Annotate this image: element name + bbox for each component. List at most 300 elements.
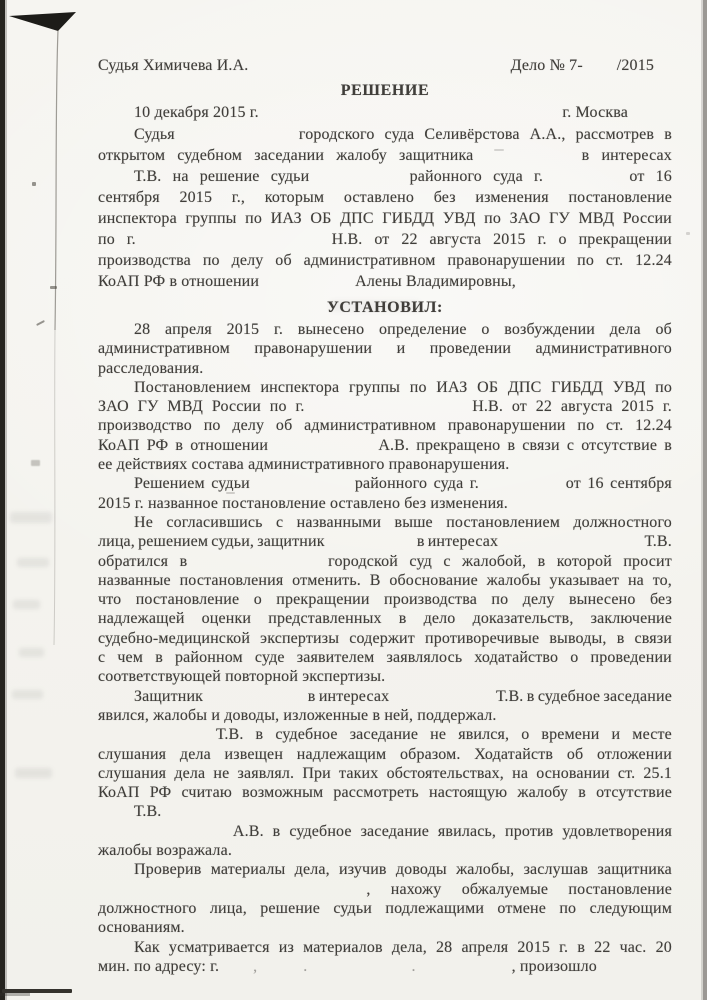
word: материалов [303,938,383,956]
body-line [98,648,672,667]
word: 12.24 [635,417,672,435]
text-run: мин. по адресу: г. [98,957,220,975]
word: группы [348,378,401,396]
word: г. [662,398,672,416]
document-content [98,55,672,976]
word: заявлял. [237,764,295,782]
word: противоречивые [425,629,540,647]
text-run: КоАП РФ в отношении [98,273,260,290]
word: судебное [289,822,352,840]
word: доводы [395,861,447,879]
word: надлежащей [98,610,185,628]
word: по [245,210,263,227]
body-line [98,590,672,609]
word: дела [179,745,211,763]
word: судьи [333,899,373,917]
word: 28 [134,321,151,338]
word: заявителем [296,649,375,667]
word: административном [303,252,436,269]
word: А.В. [232,822,264,840]
word: слушания [98,745,167,763]
body-line [98,320,672,339]
word: суда [433,475,464,493]
word: извещен [224,745,284,763]
word: по [98,231,115,248]
word: в [155,649,163,667]
word: дела [609,321,641,338]
word: заявлялось [386,649,463,667]
word: ГУ [549,210,570,227]
body-line [98,416,672,435]
body-line [98,687,672,706]
body-line [98,552,672,571]
word: жалобу [336,147,387,164]
word: о [253,591,262,609]
word: Т.В. [216,726,244,744]
word: обстоятельствах, [386,764,504,782]
word: определение [379,321,467,338]
word: отношении [190,436,269,454]
text-run: /2015 [616,57,654,74]
word: А.В. [378,436,410,454]
word: ДПС [340,210,374,227]
word: об [655,321,672,338]
word: дела, [294,861,330,879]
word: которой [556,552,612,570]
word: названными [296,513,382,531]
word: августа [560,398,613,416]
word: ОБ [477,378,499,396]
word: согласившись [166,513,263,531]
word: делу [231,252,264,269]
word: Ходатайств [474,745,554,763]
word: нахожу [390,880,442,898]
word: 20 [655,938,672,956]
word: 2015 [621,398,655,416]
word: интересах [427,533,499,551]
word: апреля [461,938,509,956]
word: в [664,126,672,143]
word: суд [409,552,432,570]
body-line [98,918,672,937]
word: от [511,398,527,416]
word: заслушав [523,861,589,879]
word: ст. [617,764,636,782]
word: доказательств, [472,610,574,628]
pencil-x-artifact [31,460,40,466]
word: жалобу [517,784,569,802]
text-run: 10 декабря 2015 г. [134,104,259,121]
word: августа [429,231,482,248]
word: В [369,571,381,589]
word: настоящую [428,784,508,802]
word: лица, [98,533,135,551]
word: МВД [578,210,615,227]
word: Решением [134,475,205,493]
body-line [98,725,672,744]
word: по [655,378,672,396]
word: производства [384,591,477,609]
body-line [98,880,672,899]
word: РФ [149,784,172,802]
text-run: расследования. [98,359,204,377]
text-run: , [253,957,258,975]
word: основании [536,764,610,782]
word: производства [98,252,191,269]
word: которым [264,189,325,206]
word: Не [134,513,153,531]
word: в [272,822,281,840]
word: против [505,822,554,840]
word: г. [126,231,136,248]
resolution-heading [98,298,672,318]
word: по [202,252,220,269]
word: оставлено [343,189,414,206]
body-line [98,229,672,250]
word: то, [652,571,672,589]
body-line [98,802,672,821]
word: Селивёрстова [424,126,520,143]
body-line [98,145,672,166]
word: ст. [605,252,624,269]
word: г. [534,168,544,185]
word: административном [304,417,437,435]
word: выше [394,513,433,531]
body-line [98,455,672,474]
word: просит [623,552,672,570]
word: ЗАО [98,398,129,416]
word: считаю [181,784,232,802]
word: жалобой, [462,552,527,570]
word: в [526,687,535,705]
word: правонарушении [447,252,566,269]
word: г., [231,189,246,206]
word: на [172,168,189,185]
word: возбуждении [504,321,596,338]
word: ДПС [507,378,542,396]
text-run: соответствующей повторной экспертизы. [98,668,386,686]
body-line [98,532,672,551]
word: указывает [549,571,620,589]
word: в [581,147,590,164]
body-line [98,378,672,397]
ink-dot-artifact [686,232,690,235]
bleedthrough-smudge [19,648,44,657]
word: ГУ [137,398,159,416]
word: отмене [497,899,546,917]
word: защитник [257,533,325,551]
body-line [98,166,672,187]
word: и [611,726,621,744]
word: решением [138,533,209,551]
word: 22 [401,231,418,248]
word: оценки [201,610,252,628]
word: обратился [98,552,169,570]
word: делу [232,417,265,435]
word: дела [174,764,206,782]
text-run: . [411,957,416,975]
word: Постановлением [134,378,251,396]
word: прекращении [276,591,370,609]
word: Н.В. [472,398,504,416]
word: городского [298,126,375,143]
body-line [98,187,672,208]
word: образом. [400,745,461,763]
body-line [98,250,672,271]
word: должностного [98,899,197,917]
word: жалобы, [456,861,515,879]
scan-edge-left [0,0,5,1000]
word: суде [254,649,285,667]
word: удовлетворения [562,822,672,840]
word: России [211,398,261,416]
word: постановление [568,189,672,206]
text-run: РЕШЕНИЕ [340,82,430,99]
word: производство [98,417,192,435]
word: 2015 [517,938,551,956]
word: в [507,436,516,454]
word: правонарушении [447,417,566,435]
word: с [443,552,451,570]
word: усматривается [168,938,270,956]
word: проведении [429,340,512,358]
word: в [616,629,625,647]
body-line [98,271,672,292]
word: выводы, [549,629,607,647]
word: ходатайство [474,649,559,667]
word: времени [541,726,600,744]
word: районного [354,475,428,493]
word: районного [409,168,482,185]
split-right [562,102,628,124]
body-line [98,764,672,783]
word: экспертизы [260,629,340,647]
body-line [98,667,672,686]
body-line [98,629,672,648]
word: чем [117,649,144,667]
document-title [98,80,672,102]
word: суда [493,168,523,185]
word: заседание [349,726,419,744]
word: административном [98,340,230,358]
word: судьи, [211,533,255,551]
word: заседании [254,147,325,164]
word: судьи [211,475,250,493]
date-place-line [98,102,672,124]
word: изучив [339,861,387,879]
split-left [98,55,248,77]
body-line [98,841,672,860]
case-header-line [98,55,672,77]
word: о [481,321,490,338]
word: судебном [177,147,243,164]
word: интересах [601,147,672,164]
word: отложении [596,745,672,763]
word: проведении [590,649,672,667]
text-run: УСТАНОВИЛ: [327,299,443,316]
word: сентября [98,189,160,206]
word: из [278,938,294,956]
word: на [512,764,529,782]
text-run: 2015 г. названное постановление оставлено без изменения. [98,494,508,512]
word: в [578,784,586,802]
word: г. [273,321,283,338]
word: решение [260,899,321,917]
word: что [98,591,122,609]
bleedthrough-smudge [17,558,49,567]
word: делу [522,591,555,609]
text-run: Дело № 7- [510,57,583,74]
word: 12.24 [635,252,672,269]
word: постановление [135,591,240,609]
word: апреля [165,321,212,338]
word: от [374,231,390,248]
word: в [416,533,425,551]
word: суда [384,126,415,143]
word: по [491,591,509,609]
word: надлежащим [296,745,387,763]
body-line [98,957,672,976]
word: 25.1 [643,764,672,782]
text-run: основаниям. [98,919,185,937]
word: заключение [590,610,672,628]
word: КоАП [98,436,140,454]
word: Судья [134,126,175,143]
word: 22 [535,398,553,416]
text-run: ее действиях состава административного правонарушения. [98,456,510,474]
word: таких [339,764,379,782]
word: отменить. [292,571,361,589]
word: постановление [568,880,672,898]
word: явилась, [437,822,497,840]
pencil-dot-artifact [32,182,36,186]
word: сентября [610,475,672,493]
word: РФ [146,436,169,454]
text-run: . [303,957,308,975]
scan-edge-right [703,0,707,1000]
word: Защитник [134,687,204,705]
word: административного [535,340,672,358]
word: г. [469,475,479,493]
word: о [570,649,579,667]
word: рассмотреть [333,784,419,802]
split-right [511,55,654,77]
body-line [98,745,672,764]
word: вынесено [568,591,636,609]
word: г. [537,231,547,248]
text-run: Т.В. [134,803,162,821]
word: ОБ [310,210,332,227]
body-line [98,397,672,416]
word: 2015 [226,321,260,338]
word: в [398,610,407,628]
word: слушания [98,764,167,782]
word: ИАЗ [270,210,302,227]
word: судебное [537,687,601,705]
body-line [98,938,672,957]
word: ЗАО [509,210,541,227]
text-run: жалобы возражала. [98,842,232,860]
word: месте [632,726,672,744]
word: о [521,726,530,744]
body-line [98,494,672,513]
word: 16 [587,475,604,493]
word: по [577,252,595,269]
word: на [627,571,644,589]
word: в [537,552,546,570]
word: связи [634,629,672,647]
pencil-slash-artifact [36,320,45,326]
bottom-scan-artifact [2,989,72,993]
body-line [98,359,672,378]
word: 22 [594,938,611,956]
word: защитника [399,147,474,164]
word: правонарушении [254,340,373,358]
body-line [98,208,672,229]
word: отсутствие [596,784,672,802]
word: по [203,417,221,435]
word: об [275,417,293,435]
word: обоснование [389,571,478,589]
word: прекращении [578,231,672,248]
body-line [98,706,672,725]
word: При [302,764,331,782]
word: в [255,726,264,744]
word: по [269,398,287,416]
word: явился, [458,726,510,744]
word: в [577,938,586,956]
word: лица, [209,899,247,917]
word: Т.В. [644,533,672,551]
word: городской [328,552,398,570]
word: по [409,378,427,396]
word: представленных [268,610,382,628]
word: жалобы [486,571,541,589]
word: возможным [242,784,324,802]
word: А.А., [529,126,566,143]
bleedthrough-smudge [13,600,40,609]
text-run: , произошло [511,957,597,975]
word: 2015 [179,189,213,206]
word: без [433,189,456,206]
word: в [175,436,184,454]
word: заседание [603,687,672,705]
word: МВД [167,398,203,416]
word: не [213,764,230,782]
word: обжалуемые [461,880,549,898]
body-line [98,124,672,145]
word: с [98,649,106,667]
word: 16 [655,168,672,185]
word: УВД [442,210,476,227]
word: дело [423,610,456,628]
word: г. [295,398,305,416]
text-run: Алены Владимировны, [355,273,516,290]
word: районном [175,649,243,667]
word: ГИБДД [382,210,435,227]
body-line [98,783,672,802]
text-run: Судья Химичева И.А. [98,57,249,74]
word: судебно-медицинской [98,629,251,647]
word: материалы [210,861,286,879]
word: в [307,687,316,705]
word: г. [559,938,569,956]
body-line [98,860,672,879]
word: названные [98,571,171,589]
word: по [484,210,502,227]
word: ГИБДД [551,378,604,396]
word: инспектора [98,210,177,227]
